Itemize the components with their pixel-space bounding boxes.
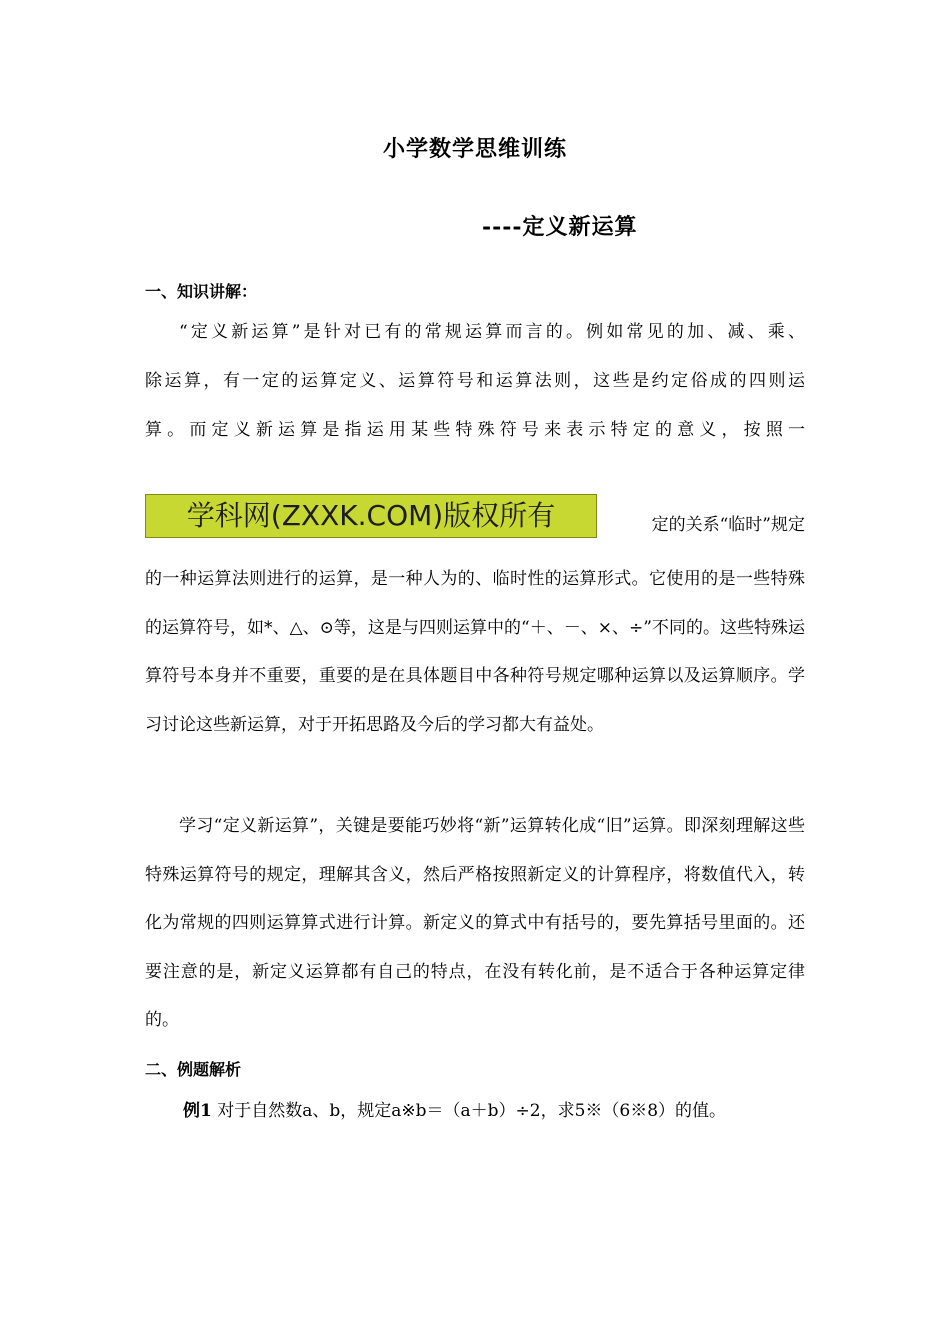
paragraph-line-3: 算。而定义新运算是指运用某些特殊符号来表示特定的意义，按照一 (145, 420, 805, 440)
paragraph-line-2: 除运算，有一定的运算定义、运算符号和运算法则，这些是约定俗成的四则运 (145, 371, 805, 391)
paragraph-knowledge-rest: 的一种运算法则进行的运算，是一种人为的、临时性的运算形式。它使用的是一些特殊的运算符号，如*、△、⊙等，这是与四则运算中的“＋、－、×、÷”不同的。这些特殊运算符号本身并不重要，重要的是在具体题目中各种符号规定哪种运算以及运算顺序。学习讨论这些新运算，对于开拓思路及今后的学习都大有益处。 (145, 569, 805, 735)
paragraph-learning-tips: 学习“定义新运算”，关键是要能巧妙将“新”运算转化成“旧”运算。即深刻理解这些特殊运算符号的规定，理解其含义，然后严格按照新定义的计算程序，将数值代入，转化为常规的四则运算算式进行计算。新定义的算式中有括号的，要先算括号里面的。还要注意的是，新定义运算都有自己的特点，在没有转化前，是不适合于各种运算定律的。 (145, 816, 805, 1030)
section-heading-knowledge: 一、知识讲解： (145, 282, 258, 301)
watermark-row (145, 494, 805, 540)
paragraph-line-1: “定义新运算”是针对已有的常规运算而言的。例如常见的加、减、乘、 (179, 322, 805, 342)
section-heading-examples: 二、例题解析 (145, 1060, 242, 1079)
document-subtitle: ----定义新运算 (482, 214, 638, 240)
example-label: 例1 (183, 1101, 212, 1121)
document-title: 小学数学思维训练 (382, 136, 567, 162)
example-text: 对于自然数a、b，规定a※b＝（a＋b）÷2，求5※（6※8）的值。 (211, 1101, 727, 1121)
paragraph-line-4-tail: 定的关系“临时”规定 (651, 515, 805, 535)
copyright-watermark: 学科网(ZXXK.COM)版权所有 (145, 494, 597, 538)
example-1 (183, 1096, 726, 1121)
